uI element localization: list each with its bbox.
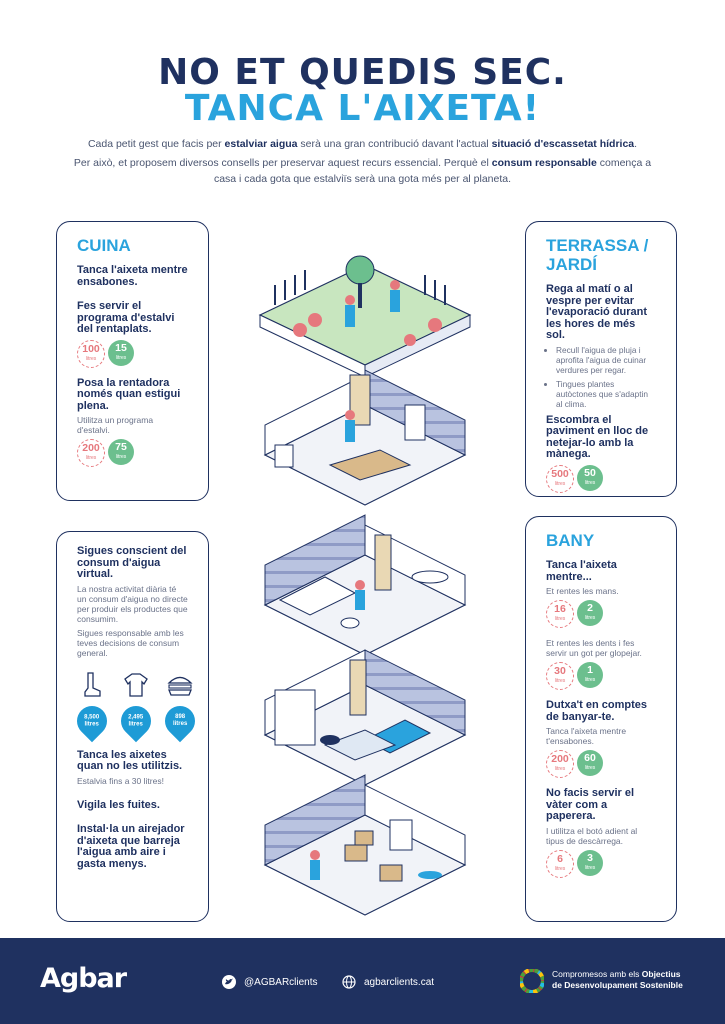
bathroom-savings-4	[546, 850, 656, 878]
kitchen-tip-3: Posa la rentadora només quan estigui plena.	[77, 376, 181, 412]
before-circle: 500 litres	[546, 465, 574, 493]
product-burger: 898 litres	[165, 672, 195, 736]
before-circle: 30 litres	[546, 662, 574, 690]
before-circle: 200 litres	[546, 750, 574, 778]
kitchen-floor	[265, 370, 465, 505]
product-tshirt-value: 2,495	[128, 713, 144, 720]
terrace-tip-2-savings	[546, 465, 656, 493]
twitter-icon	[222, 975, 236, 989]
product-boot: 8,500 litres	[77, 672, 107, 736]
after-circle: 1 litres	[577, 662, 603, 688]
kitchen-tip-2: Fes servir el programa d'estalvi del rentaplats.	[77, 300, 175, 335]
twitter-handle[interactable]: @AGBARclients	[244, 976, 318, 988]
before-circle: 100 litres	[77, 340, 105, 368]
footer	[0, 938, 725, 1024]
terrace-tip-1: Rega al matí o al vespre per evitar l'evaporació durant les hores de més sol.	[546, 283, 648, 341]
after-circle: 75 litres	[108, 439, 134, 465]
bathroom-savings-2	[546, 662, 656, 690]
bathroom-sub-1: Et rentes les mans.	[546, 586, 619, 596]
virtual-tip-1-sub-2: Sigues responsable amb les teves decisions de consum general.	[77, 627, 184, 658]
bathroom-title: BANY	[546, 531, 595, 550]
bathroom-floor	[265, 515, 465, 655]
house-illustration	[205, 245, 525, 920]
virtual-water-card	[56, 531, 209, 922]
virtual-tip-3: Vigila les fuites.	[77, 798, 160, 811]
kitchen-tip-3-sub: Utilitza un programa d'estalvi.	[77, 415, 154, 435]
bathroom-savings-3	[546, 750, 656, 778]
terrace-bullet-2: • Tingues plantes autòctones que s'adaptin al clima.	[556, 379, 656, 409]
before-circle: 200 litres	[77, 439, 105, 467]
after-circle: 50 litres	[577, 465, 603, 491]
web-link[interactable]	[342, 975, 434, 989]
virtual-tip-2-sub: Estalvia fins a 30 litres!	[77, 775, 164, 786]
after-circle: 3 litres	[577, 850, 603, 876]
bathroom-savings-1	[546, 600, 656, 628]
after-circle: 15 litres	[108, 340, 134, 366]
before-circle: 16 litres	[546, 600, 574, 628]
bathroom-card	[525, 516, 677, 922]
after-circle: 60 litres	[577, 750, 603, 776]
product-burger-value: 898	[174, 713, 185, 720]
kitchen-tip-3-savings	[77, 439, 188, 467]
terrace-tip-2: Escombra el paviment en lloc de netejar-lo amb la mànega.	[546, 413, 649, 460]
virtual-tip-2: Tanca les aixetes quan no les utilitzis.	[77, 748, 183, 772]
bathroom-tip-1: Tanca l'aixeta mentre...	[546, 559, 617, 583]
bathroom-tip-2-sub: Tanca l'aixeta mentre t'ensabones.	[546, 726, 627, 746]
kitchen-title: CUINA	[77, 236, 131, 255]
sdg-wheel-icon	[520, 969, 544, 993]
terrace-title: TERRASSA / JARDÍ	[546, 236, 649, 274]
twitter-link[interactable]	[222, 975, 318, 989]
virtual-tip-1-sub-1: La nostra activitat diària té un consum d'aigua no directe per produir els productes que consumim.	[77, 583, 188, 624]
basement-floor	[265, 775, 465, 915]
terrace-bullet-1: • Recull l'aigua de pluja i aprofita l'aigua de cuinar verdures per regar.	[556, 345, 656, 375]
after-circle: 2 litres	[577, 600, 603, 626]
product-tshirt: 2,495 litres	[121, 672, 151, 736]
intro-paragraph-1: Cada petit gest que facis per estalviar aigua serà una gran contribució davant l'actual situació d'escassetat hídrica.	[87, 138, 638, 150]
title-line-2: TANCA L'AIXETA!	[184, 88, 541, 129]
terrace-card	[525, 221, 677, 497]
globe-icon	[342, 975, 356, 989]
virtual-tip-1: Sigues conscient del consum d'aigua virtual.	[77, 545, 187, 580]
product-boot-value: 8,500	[84, 713, 100, 720]
bathroom-tip-3-sub: I utilitza el botó adient al tipus de descàrrega.	[546, 825, 638, 846]
garden-floor	[260, 256, 470, 377]
web-url[interactable]: agbarclients.cat	[364, 976, 435, 988]
terrace-bullets	[546, 345, 656, 409]
virtual-tip-4: Instal·la un airejador d'aixeta que barreja l'aigua amb aire i gasta menys.	[77, 823, 185, 870]
bathroom-tip-3: No facis servir el vàter com a paperera.	[546, 787, 635, 822]
agbar-logo: Agbar	[40, 963, 127, 994]
kitchen-tip-2-savings	[77, 340, 188, 368]
intro-paragraph-2: Per això, et proposem diversos consells per preservar aquest recurs essencial. Perquè el consum responsable comença a casa i cada gota que estalviïs serà una gota més per al planeta.	[73, 157, 652, 185]
living-room-floor	[265, 650, 465, 785]
bathroom-tip-2: Dutxa't en comptes de banyar-te.	[546, 699, 648, 723]
kitchen-card	[56, 221, 209, 501]
sdg-text: Compromesos amb els Objectius de Desenvolupament Sostenible	[552, 969, 683, 990]
kitchen-tip-1: Tanca l'aixeta mentre ensabones.	[77, 264, 188, 288]
virtual-products	[77, 672, 188, 736]
burger-icon	[167, 672, 193, 698]
before-circle: 6 litres	[546, 850, 574, 878]
bathroom-sub-2: Et rentes les dents i fes servir un got per glopejar.	[546, 638, 642, 658]
title-line-1: NO ET QUEDIS SEC.	[158, 52, 567, 93]
boot-icon	[82, 672, 102, 698]
tshirt-icon	[124, 672, 148, 698]
